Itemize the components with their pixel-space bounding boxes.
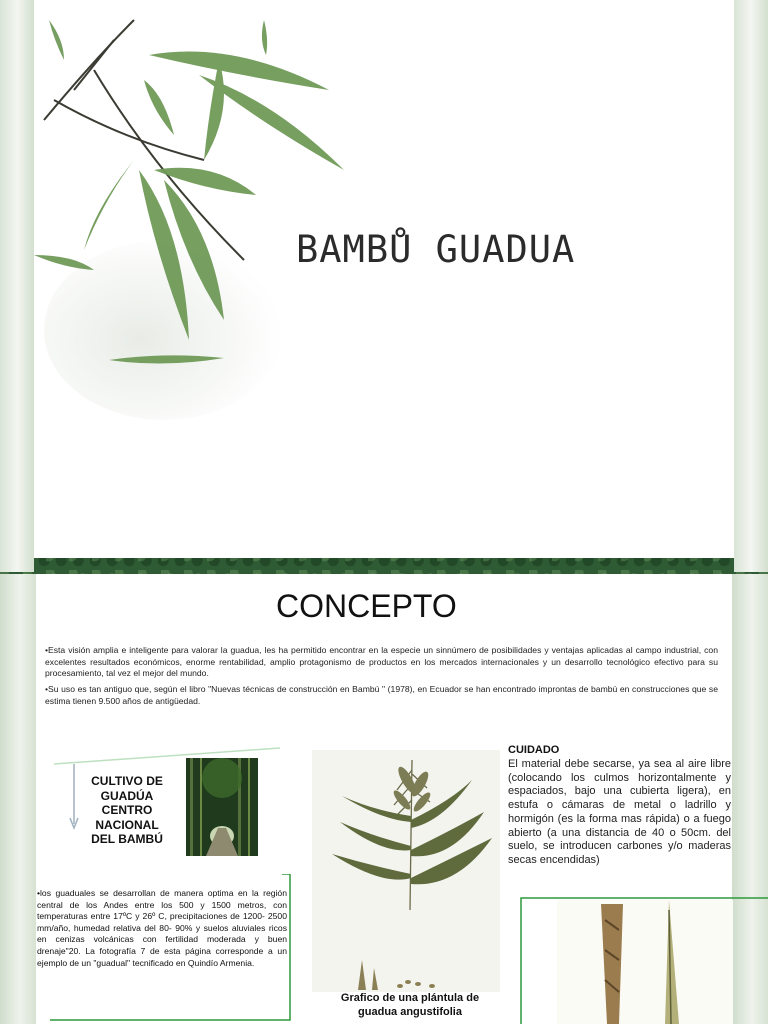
cuidado-heading: CUIDADO: [508, 744, 560, 756]
seedling-caption: Grafico de una plántula de guadua angustifolia: [340, 992, 480, 1018]
concept-paragraph-2: •Su uso es tan antiguo que, según el libro "Nuevas técnicas de construcción en Bambú " (1978), en Ecuador se han encontrado improntas de bambú en construcciones que se estima tienen 9.500 años de antigüedad.: [45, 684, 718, 706]
slide-1-title: BAMBŮ GUADUA: [296, 228, 576, 271]
cuidado-paragraph: El material debe secarse, ya sea al aire libre (colocando los culmos horizontalmente y espaciados, bajo una cubierta ligera), en estufa o cámaras de metal o ladrillo y hormigón (es la forma mas rápida) o a fuego abierto (a una distancia de 40 o 50cm. del suelo, se introducen carbones y/o maderas secas encendidas): [508, 758, 731, 866]
bamboo-strip-right: [734, 0, 768, 572]
bamboo-forest-photo: [186, 758, 258, 856]
slide-2-title: CONCEPTO: [276, 588, 457, 624]
concept-paragraph-1: •Esta visión amplia e inteligente para valorar la guadua, les ha permitido encontrar en la especie un sinnúmero de posibilidades y ventajas aplicadas al campo industrial, con excelentes resultados económicos, enorme rentabilidad, amplio protagonismo de productos en los mercados internacionales y un desarrollo tecnológico efectivo para su procesamiento, tal vez el mejor del mundo.: [45, 645, 718, 679]
bamboo-shoot-photo: [557, 900, 733, 1024]
bamboo-strip-left: [0, 574, 36, 1024]
bamboo-leaves-illustration: [34, 0, 364, 440]
cultivo-label: CULTIVO DE GUADÚA CENTRO NACIONAL DEL BAMBÚ: [91, 774, 163, 846]
guadua-seedling-drawing: [312, 750, 500, 992]
guaduales-paragraph: •los guaduales se desarrollan de manera optima en la región central de los Andes entre los 500 y 1500 metros, con temperaturas entre 17ºC y 26º C, precipitaciones de 1200- 2500 mm/año, humedad relativa del 80- 90% y suelos aluviales ricos en cenizas volcánicas con fertilidad moderada y buen drenaje"20. La fotografía 7 de esta página corresponde a un ejemplo de un "guadual" tecnificado en Quindío Armenia.: [37, 888, 287, 968]
slide-concepto: [0, 574, 768, 1024]
bamboo-strip-left: [0, 0, 34, 572]
